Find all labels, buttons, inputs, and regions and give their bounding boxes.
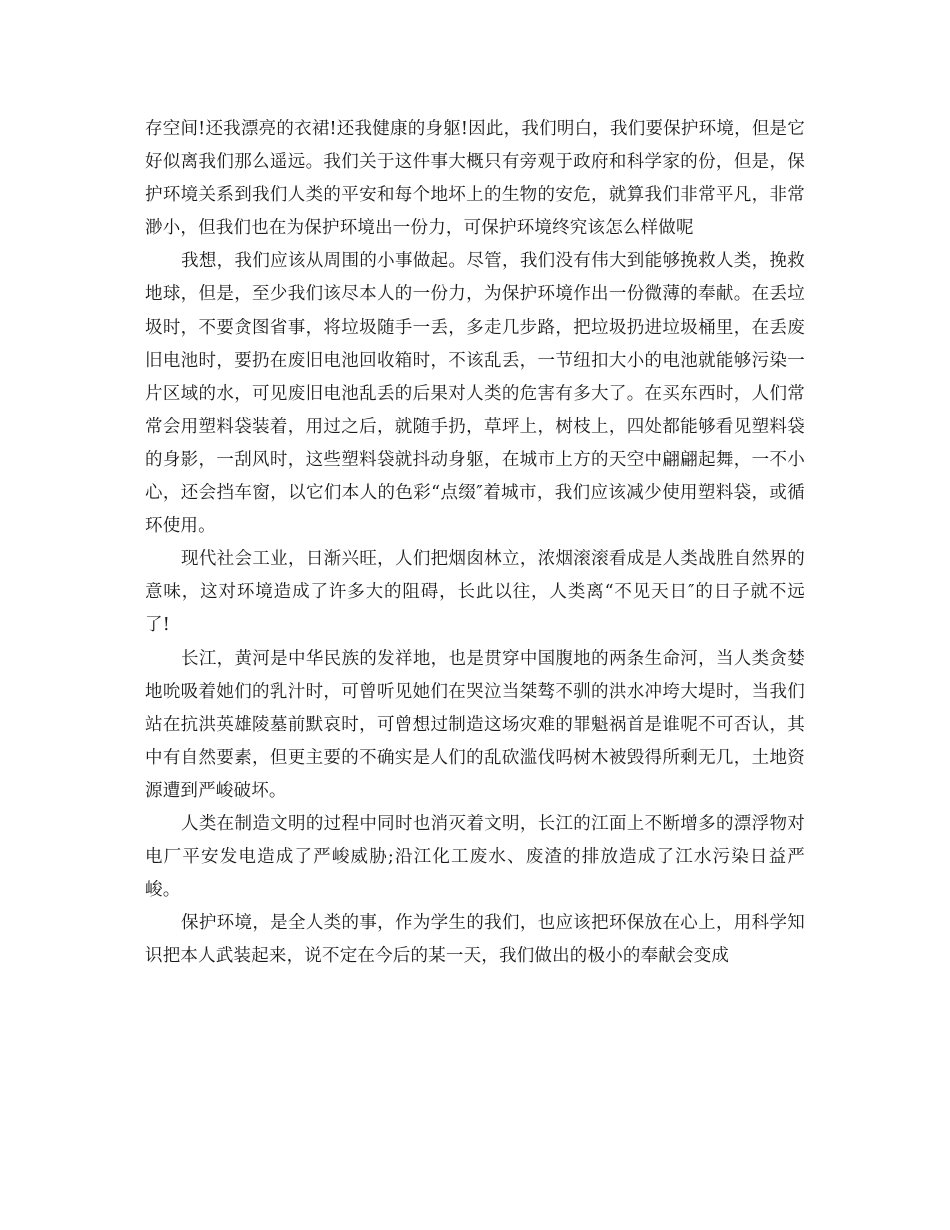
paragraph-4: 长江，黄河是中华民族的发祥地，也是贯穿中国腹地的两条生命河，当人类贪婪地吮吸着她们的乳汁时，可曾听见她们在哭泣当桀骜不驯的洪水冲垮大堤时，当我们站在抗洪英雄陵墓前默哀时，可曾想过制造这场灾难的罪魁祸首是谁呢不可否认，其中有自然要素，但更主要的不确实是人们的乱砍滥伐吗树木被毁得所剩无几，土地资源遭到严峻破坏。 [145, 648, 805, 801]
paragraph-1: 存空间!还我漂亮的衣裙!还我健康的身躯!因此，我们明白，我们要保护环境，但是它好似离我们那么遥远。我们关于这件事大概只有旁观于政府和科学家的份，但是，保护环境关系到我们人类的平安和每个地坏上的生物的安危，就算我们非常平凡，非常渺小，但我们也在为保护环境出一份力，可保护环境终究该怎么样做呢 [145, 119, 805, 239]
paragraph-6: 保护环境，是全人类的事，作为学生的我们，也应该把环保放在心上，用科学知识把本人武装起来，说不定在今后的某一天，我们做出的极小的奉献会变成 [145, 913, 805, 967]
paragraph-3: 现代社会工业，日渐兴旺，人们把烟囱林立，浓烟滚滚看成是人类战胜自然界的意味，这对环境造成了许多大的阻碍，长此以往，人类离“不见天日″的日子就不远了! [145, 549, 805, 636]
paragraph-5: 人类在制造文明的过程中同时也消灭着文明，长江的江面上不断增多的漂浮物对电厂平安发电造成了严峻威胁;沿江化工废水、废渣的排放造成了江水污染日益严峻。 [145, 813, 805, 901]
document-body [145, 113, 805, 973]
paragraph-2: 我想，我们应该从周围的小事做起。尽管，我们没有伟大到能够挽救人类，挽救地球，但是，至少我们该尽本人的一份力，为保护环境作出一份微薄的奉献。在丢垃圾时，不要贪图省事，将垃圾随手一丢，多走几步路，把垃圾扔进垃圾桶里，在丢废旧电池时，要扔在废旧电池回收箱时，不该乱丢，一节纽扣大小的电池就能够污染一片区域的水，可见废旧电池乱丢的后果对人类的危害有多大了。在买东西时，人们常常会用塑料袋装着，用过之后，就随手扔，草坪上，树枝上，四处都能够看见塑料袋的身影，一刮风时，这些塑料袋就抖动身躯，在城市上方的天空中翩翩起舞，一不小心，还会挡车窗，以它们本人的色彩“点缀″着城市，我们应该减少使用塑料袋，或循环使用。 [145, 251, 805, 537]
